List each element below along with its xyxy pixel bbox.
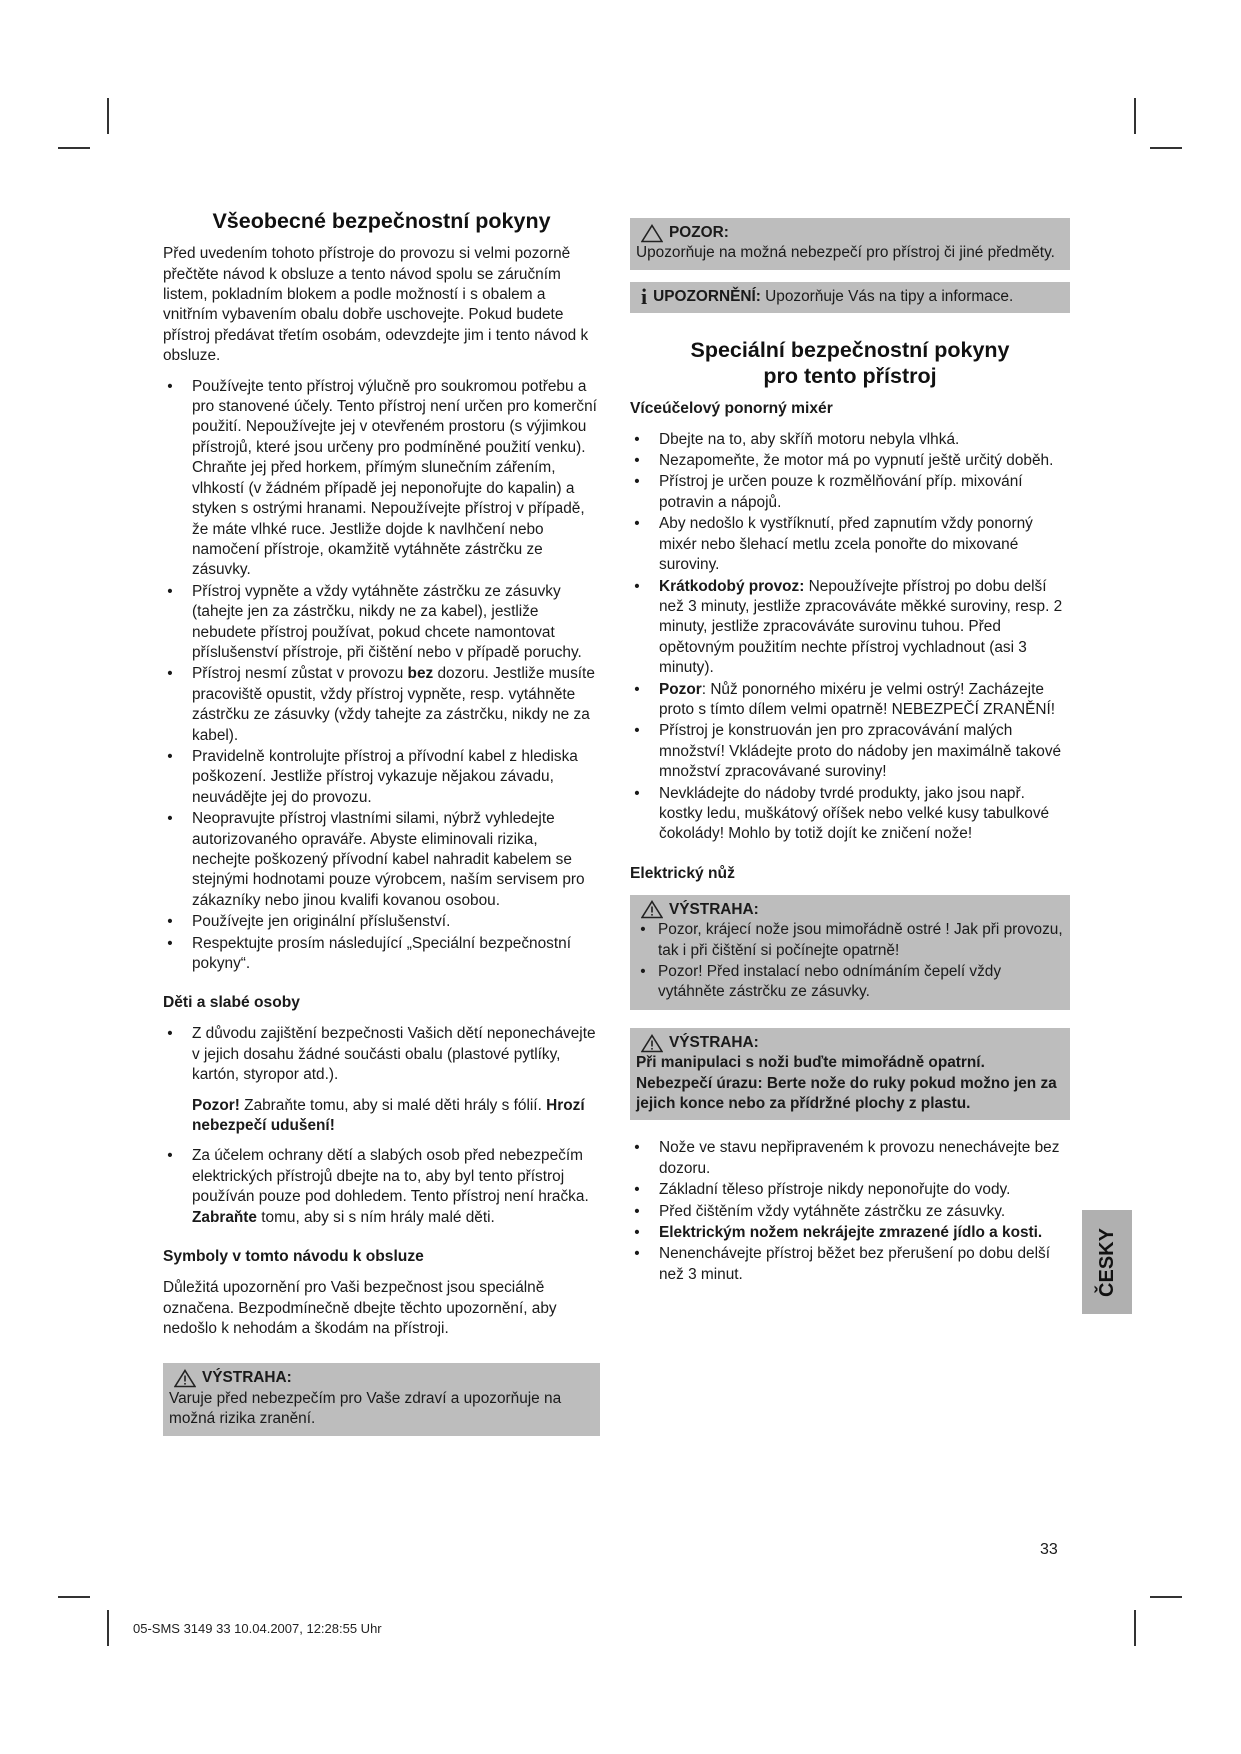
note-line: i UPOZORNĚNÍ: Upozorňuje Vás na tipy a informace. [641, 284, 1014, 310]
general-safety-list [163, 377, 600, 975]
list-item: • Neopravujte přístroj vlastními silami, nýbrž vyhledejte autorizovaného opraváře. Abyste eliminovali rizika, nechejte poškozený přívodní kabel nahradit kabelem se stejnými hodnotami pouze výrobcem, naším servisem pro zákazníky nebo jinou kvalifi kovanou osobou. [167, 810, 585, 909]
caution-heading: POZOR: [636, 223, 1064, 243]
list-item: • Nevkládejte do nádoby tvrdé produkty, jako jsou např. kostky ledu, muškátový oříšek nebo velké kusy tabulkové čokolády! Mohlo by totiž dojít ke zničení nože! [634, 784, 1050, 843]
caution-note: Pozor! Zabraňte tomu, aby si malé děti hrály s fólií. Hrozí nebezpečí udušení! [192, 1096, 585, 1135]
list-item: • Dbejte na to, aby skříň motoru nebyla vlhká. [634, 430, 960, 448]
list-item: • Nože ve stavu nepřipraveném k provozu nenechávejte bez dozoru. [634, 1139, 1060, 1177]
crop-mark [58, 1596, 90, 1598]
intro-paragraph: Před uvedením tohoto přístroje do provozu si velmi pozorně přečtěte návod k obsluze a tento návod spolu se záručním listem, pokladním blokem a podle možností i s obalem a vnitřním vybavením obalu dobře uschovejte. Pokud budete přístroj předávat třetím osobám, odevzdejte jim i tento návod k obsluze. [163, 245, 589, 365]
knife-warning-list [636, 920, 1064, 1003]
list-item: • Přístroj je určen pouze k rozmělňování příp. mixování potravin a nápojů. [634, 473, 1023, 511]
language-tab: ČESKY [1082, 1210, 1132, 1314]
crop-mark [107, 1610, 109, 1646]
special-safety-title: Speciální bezpečnostní pokyny pro tento přístroj [690, 338, 1010, 389]
children-list [163, 1024, 600, 1085]
warning-box [163, 1363, 600, 1435]
warning-text: Varuje před nebezpečím pro Vaše zdraví a upozorňuje na možná rizika zranění. [169, 1389, 562, 1428]
knife-warning-text: Při manipulaci s noži buďte mimořádně opatrní. Nebezpečí úrazu: Berte nože do ruky pokud možno jen za jejich konce nebo za přídržné plochy z plastu. [636, 1054, 1057, 1113]
list-item: • Respektujte prosím následující „Speciální bezpečnostní pokyny“. [167, 934, 571, 973]
symbols-paragraph: Důležitá upozornění pro Vaši bezpečnost jsou speciálně označena. Bezpodmínečně dbejte těchto upozornění, aby nedošlo k nehodám a škodám na přístroji. [163, 1279, 557, 1337]
mixer-heading: Víceúčelový ponorný mixér [630, 399, 833, 417]
knife-heading: Elektrický nůž [630, 864, 735, 882]
crop-mark [1134, 1610, 1136, 1646]
info-icon: i [641, 284, 648, 310]
warning-icon [174, 1369, 196, 1388]
knife-warning-box-2 [630, 1028, 1070, 1121]
warning-icon [641, 1034, 663, 1053]
general-safety-title: Všeobecné bezpečnostní pokyny [212, 209, 551, 233]
list-item: • Používejte jen originální příslušenství. [167, 913, 451, 931]
page-number: 33 [1040, 1541, 1058, 1558]
knife-warning-heading-1: VÝSTRAHA: [636, 900, 1064, 920]
list-item: • Přístroj je konstruován jen pro zpracovávání malých množství! Vkládejte proto do nádoby jen maximálně takové množství zpracovávané suroviny! [634, 722, 1062, 781]
list-item: • Pozor! Před instalací nebo odnímáním čepelí vždy vytáhněte zástrčku ze zásuvky. [640, 963, 1002, 1001]
print-footer: 05-SMS 3149 33 10.04.2007, 12:28:55 Uhr [133, 1621, 382, 1636]
knife-list [630, 1138, 1070, 1285]
crop-mark [1150, 1596, 1182, 1598]
crop-mark [58, 147, 90, 149]
list-item: • Přístroj nesmí zůstat v provozu bez dozoru. Jestliže musíte pracoviště opustit, vždy přístroj vypněte, resp. vytáhněte zástrčku ze zásuvky (vždy tahejte za zástrčku, nikdy ne za kabel). [167, 665, 595, 744]
list-item: • Před čištěním vždy vytáhněte zástrčku ze zásuvky. [634, 1202, 1006, 1220]
list-item: • Základní těleso přístroje nikdy neponořujte do vody. [634, 1181, 1011, 1199]
list-item: • Pozor, krájecí nože jsou mimořádně ostré ! Jak při provozu, tak i při čištění si počínejte opatrně! [640, 921, 1063, 959]
list-item: • Nenenchávejte přístroj běžet bez přerušení po dobu delší než 3 minut. [634, 1245, 1050, 1283]
knife-warning-heading-2: VÝSTRAHA: [636, 1033, 1064, 1053]
list-item: • Používejte tento přístroj výlučně pro soukromou potřebu a pro stanovené účely. Tento přístroj není určen pro komerční použití. Nepoužívejte jej v otevřeném prostoru (s výjimkou přístrojů, které jsou určeny pro podmíněné použití venku). Chraňte jej před horkem, přímým slunečním zářením, vlhkostí (v žádném případě jej neponořujte do kapalin) a styken s ostrými hranami. Nepoužívejte přístroj v případě, že máte vlhké ruce. Jestliže dojde k navlhčení nebo namočení přístroje, okamžitě vytáhněte zástrčku ze zásuvky. [167, 377, 597, 579]
list-item: • Za účelem ochrany dětí a slabých osob před nebezpečím elektrických přístrojů dbejte na to, aby byl tento přístroj používán pouze pod dohledem. Tento přístroj není hračka. Zabraňte tomu, aby si s ním hrály malé děti. [167, 1147, 589, 1226]
list-item: • Aby nedošlo k vystříknutí, před zapnutím vždy ponorný mixér nebo šlehací metlu zcela ponořte do mixované suroviny. [634, 515, 1033, 574]
caution-icon [641, 224, 663, 243]
caution-text: Upozorňuje na možná nebezpečí pro přístroj či jiné předměty. [636, 244, 1055, 262]
left-column [163, 208, 600, 1436]
list-item: • Pravidelně kontrolujte přístroj a přívodní kabel z hlediska poškození. Jestliže přístroj vykazuje nějakou závadu, neuvádějte jej do provozu. [167, 747, 578, 806]
list-item: • Nezapomeňte, že motor má po vypnutí ještě určitý doběh. [634, 452, 1054, 470]
list-item: • Přístroj vypněte a vždy vytáhněte zástrčku ze zásuvky (tahejte jen za zástrčku, nikdy ne za kabel), jestliže nebudete přístroj používat, pokud chcete namontovat příslušenství přístroje, při čištění nebo v případě poruchy. [167, 582, 582, 661]
list-item: • Z důvodu zajištění bezpečnosti Vašich dětí neponechávejte v jejich dosahu žádné součásti obalu (plastové pytlíky, kartón, styropor atd.). [167, 1025, 596, 1084]
right-column [630, 218, 1070, 1291]
symbols-heading: Symboly v tomto návodu k obsluze [163, 1248, 424, 1266]
crop-mark [107, 98, 109, 134]
knife-warning-box-1 [630, 895, 1070, 1010]
mixer-list [630, 430, 1070, 845]
warning-icon [641, 900, 663, 919]
note-box [630, 282, 1070, 313]
crop-mark [1150, 147, 1182, 149]
children-list-2 [163, 1146, 600, 1228]
list-item: • Krátkodobý provoz: Nepoužívejte přístroj po dobu delší než 3 minuty, jestliže zpracováváte měkké suroviny, resp. 2 minuty, jestliže zpracováváte surovinu tuhou. Před opětovným použitím nechte přístroj vychladnout (asi 3 minuty). [634, 577, 1063, 677]
list-item: • Elektrickým nožem nekrájejte zmrazené jídlo a kosti. [634, 1224, 1043, 1242]
children-heading: Děti a slabé osoby [163, 994, 300, 1012]
list-item: • Pozor: Nůž ponorného mixéru je velmi ostrý! Zacházejte proto s tímto dílem velmi opatrně! NEBEZPEČÍ ZRANĚNÍ! [634, 680, 1056, 718]
caution-box [630, 218, 1070, 270]
crop-mark [1134, 98, 1136, 134]
warning-heading: VÝSTRAHA: [169, 1368, 594, 1388]
